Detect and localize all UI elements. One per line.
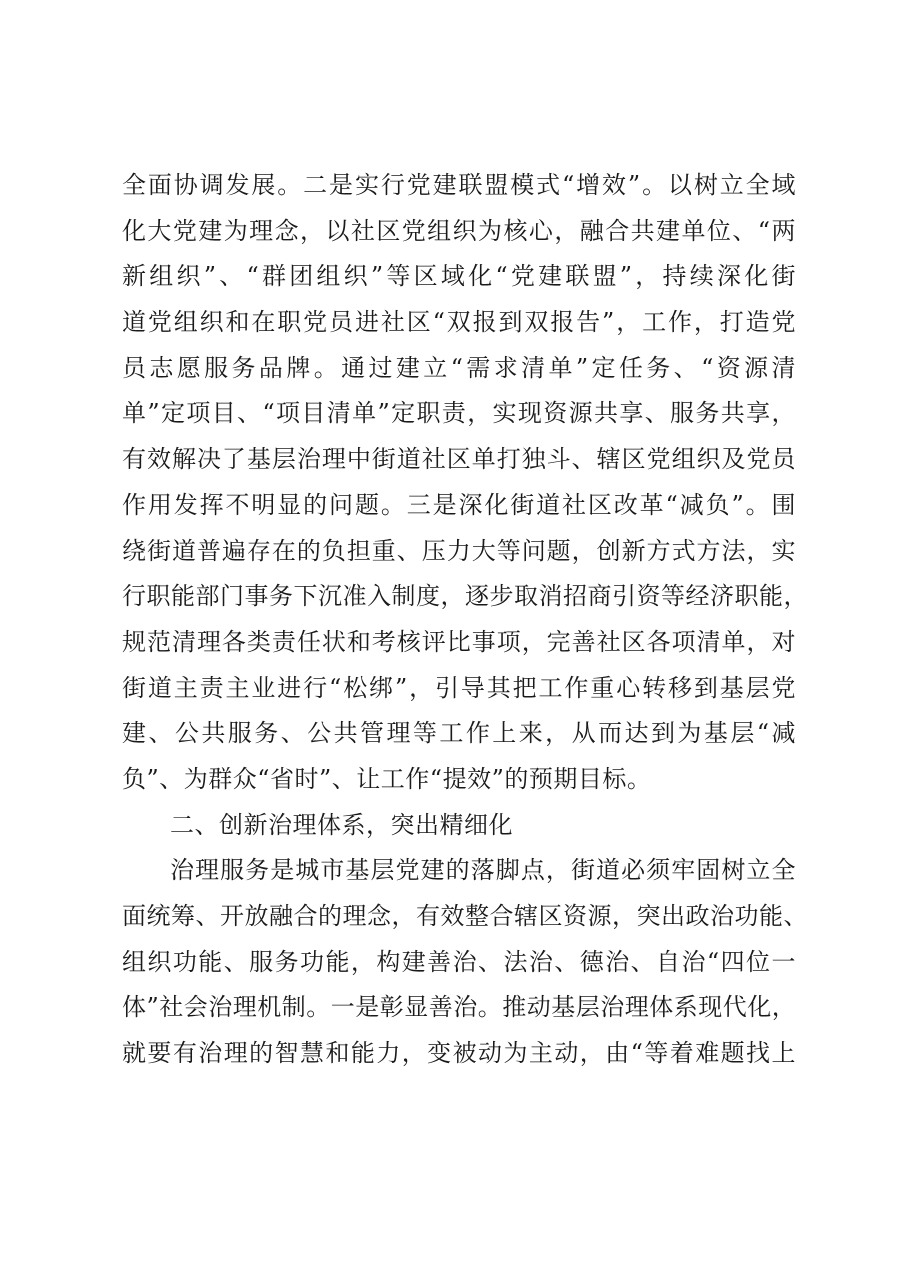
text-line: 单”定项目、“项目清单”定职责，实现资源共享、服务共享， [122,399,796,428]
text-line: 绕街道普遍存在的负担重、压力大等问题，创新方式方法，实 [122,536,796,565]
text-line: 员志愿服务品牌。通过建立“需求清单”定任务、“资源清 [122,353,796,382]
text-line: 就要有治理的智慧和能力，变被动为主动，由“等着难题找上 [122,1039,796,1068]
text-line: 化大党建为理念，以社区党组织为核心，融合共建单位、“两 [122,216,796,245]
text-line: 建、公共服务、公共管理等工作上来，从而达到为基层“减 [122,719,796,748]
text-line: 作用发挥不明显的问题。三是深化街道社区改革“减负”。围 [122,490,796,519]
text-line: 规范清理各类责任状和考核评比事项，完善社区各项清单，对 [122,627,796,656]
text-line: 行职能部门事务下沉准入制度，逐步取消招商引资等经济职能， [122,582,808,611]
text-line: 负”、为群众“省时”、让工作“提效”的预期目标。 [122,764,652,793]
text-line: 治理服务是城市基层党建的落脚点，街道必须牢固树立全 [170,856,796,885]
text-line: 道党组织和在职党员进社区“双报到双报告”，工作，打造党 [122,308,796,337]
document-body [122,163,808,1077]
text-line: 街道主责主业进行“松绑”，引导其把工作重心转移到基层党 [122,673,796,702]
text-line: 组织功能、服务功能，构建善治、法治、德治、自治“四位一 [122,947,796,976]
section-heading: 二、创新治理体系，突出精细化 [170,810,513,839]
text-line: 体”社会治理机制。一是彰显善治。推动基层治理体系现代化， [122,993,797,1022]
text-line: 有效解决了基层治理中街道社区单打独斗、辖区党组织及党员 [122,445,796,474]
text-line: 面统筹、开放融合的理念，有效整合辖区资源，突出政治功能、 [122,902,808,930]
text-line: 新组织”、“群团组织”等区域化“党建联盟”，持续深化街 [122,262,796,291]
text-line: 全面协调发展。二是实行党建联盟模式“增效”。以树立全域 [122,171,796,199]
